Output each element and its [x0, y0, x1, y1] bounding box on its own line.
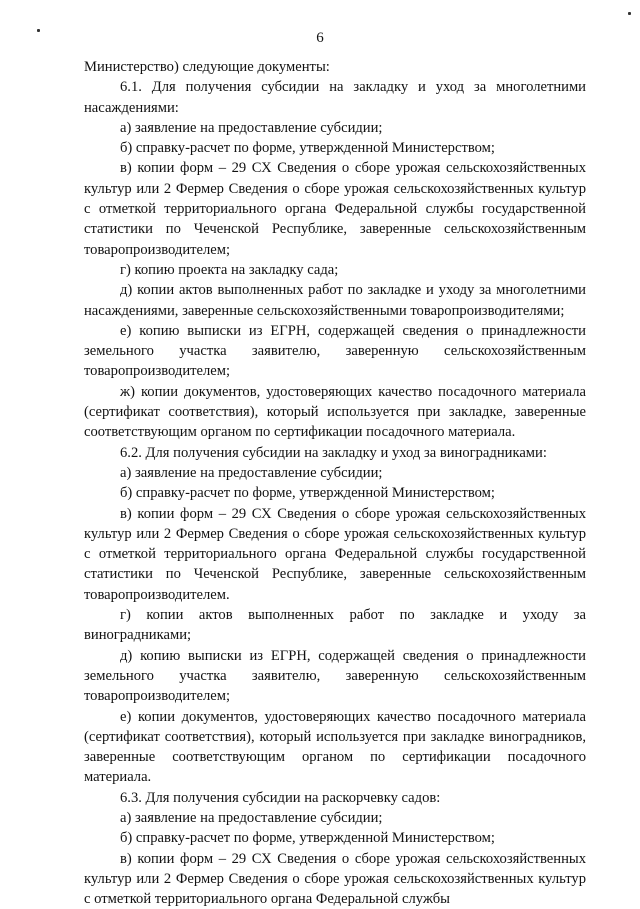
- document-paragraph: б) справку-расчет по форме, утвержденной Министерством;: [120, 830, 495, 847]
- document-paragraph: е) копию выписки из ЕГРН, содержащей сведения о принадлежности земельного участка заявителю, заверенную сельскохозяйственным товаропроизводителем;: [84, 322, 586, 380]
- document-body: [84, 57, 586, 909]
- document-paragraph: в) копии форм – 29 СХ Сведения о сборе урожая сельскохозяйственных культур или 2 Фермер Сведения о сборе урожая сельскохозяйственных культур с отметкой территориального органа Федеральной службы государственной статистики по Чеченской Республике, заверенные сельскохозяйственным товаропроизводителем.: [84, 505, 586, 603]
- document-paragraph: д) копии актов выполненных работ по закладке и уходу за многолетними насаждениями, заверенные сельскохозяйственными товаропроизводителями;: [84, 282, 586, 319]
- document-paragraph: г) копии актов выполненных работ по закладке и уходу за виноградниками;: [84, 607, 586, 644]
- document-paragraph: б) справку-расчет по форме, утвержденной Министерством;: [120, 140, 495, 157]
- document-paragraph: в) копии форм – 29 СХ Сведения о сборе урожая сельскохозяйственных культур или 2 Фермер Сведения о сборе урожая сельскохозяйственных культур с отметкой территориального органа Федеральной службы государственной статистики по Чеченской Республике, заверенные сельскохозяйственным товаропроизводителем;: [84, 160, 586, 258]
- document-paragraph: г) копию проекта на закладку сада;: [120, 261, 339, 278]
- document-paragraph: а) заявление на предоставление субсидии;: [120, 809, 383, 826]
- page-number: 6: [316, 30, 324, 46]
- scan-speck: [628, 12, 631, 15]
- document-paragraph: 6.1. Для получения субсидии на закладку и уход за многолетними насаждениями:: [84, 79, 586, 116]
- document-paragraph: б) справку-расчет по форме, утвержденной Министерством;: [120, 485, 495, 502]
- document-paragraph: в) копии форм – 29 СХ Сведения о сборе урожая сельскохозяйственных культур или 2 Фермер Сведения о сборе урожая сельскохозяйственных культур с отметкой территориального органа Федеральной службы: [84, 850, 586, 908]
- document-paragraph: д) копию выписки из ЕГРН, содержащей сведения о принадлежности земельного участка заявителю, заверенную сельскохозяйственным товаропроизводителем;: [84, 647, 586, 705]
- document-paragraph: а) заявление на предоставление субсидии;: [120, 464, 383, 481]
- document-paragraph: ж) копии документов, удостоверяющих качество посадочного материала (сертификат соответствия), который используется при закладке, заверенные соответствующим органом по сертификации посадочного материала.: [84, 383, 586, 441]
- document-paragraph: Министерство) следующие документы:: [84, 59, 330, 75]
- document-paragraph: а) заявление на предоставление субсидии;: [120, 119, 383, 136]
- document-paragraph: 6.2. Для получения субсидии на закладку и уход за виноградниками:: [120, 444, 547, 461]
- document-paragraph: 6.3. Для получения субсидии на раскорчевку садов:: [120, 789, 441, 806]
- document-paragraph: е) копии документов, удостоверяющих качество посадочного материала (сертификат соответствия), который используется при закладке виноградников, заверенные соответствующим органом по сертификации посадочного материала.: [84, 708, 586, 786]
